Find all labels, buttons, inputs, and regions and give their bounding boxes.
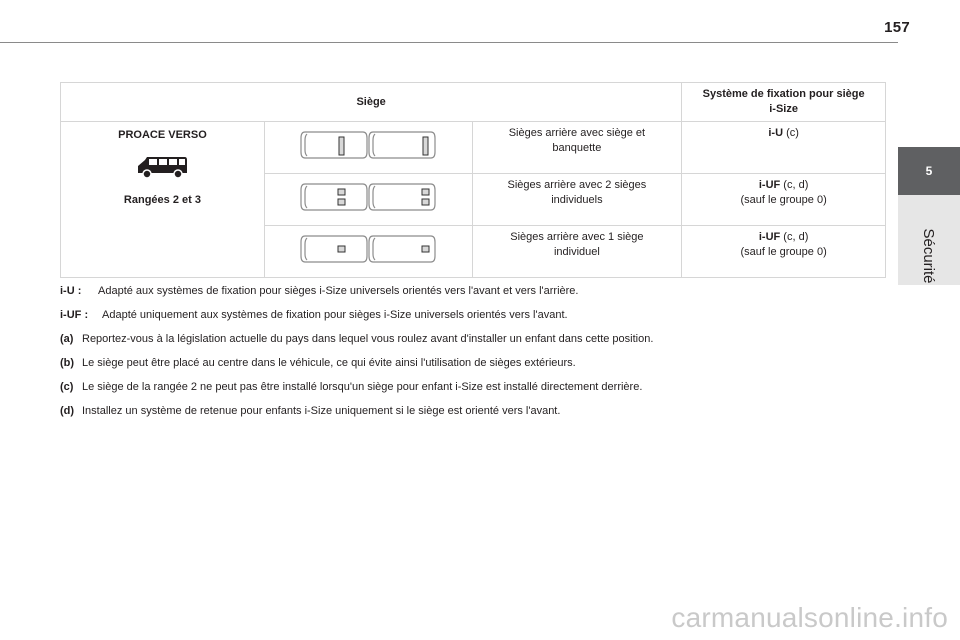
- seat-diagram-cell: [264, 226, 472, 278]
- desc-line2: banquette: [552, 142, 602, 154]
- note-text: Installez un système de retenue pour enfants i-Size uniquement si le siège est orienté vers l'avant.: [82, 405, 561, 417]
- system-cell: [682, 174, 886, 226]
- note-text: Reportez-vous à la législation actuelle du pays dans lequel vous roulez avant d'installer un enfant dans cette position.: [82, 333, 654, 345]
- note-a: [60, 333, 900, 346]
- note-key: (d): [60, 405, 75, 417]
- note-c: [60, 381, 900, 394]
- table-row: [61, 122, 886, 174]
- note-text: Adapté aux systèmes de fixation pour sièges i-Size universels orientés vers l'avant et vers l'arrière.: [98, 285, 579, 297]
- chapter-number: 5: [925, 164, 933, 178]
- isize-seat-table: [60, 82, 886, 278]
- van-icon: [135, 153, 189, 181]
- note-text: Adapté uniquement aux systèmes de fixation pour sièges i-Size universels orientés vers l'avant.: [102, 309, 568, 321]
- header-divider: [0, 42, 898, 43]
- system-cell: [682, 226, 886, 278]
- header-system: [682, 83, 886, 122]
- note-key: (b): [60, 357, 75, 369]
- seat-description: [472, 226, 682, 278]
- seat-diagram-cell: [264, 174, 472, 226]
- system-suffix: (c): [783, 127, 799, 139]
- chapter-title: Sécurité: [920, 228, 937, 284]
- system-cell: [682, 122, 886, 174]
- desc-line2: individuels: [551, 194, 603, 206]
- note-i-uf: [60, 309, 900, 322]
- note-b: [60, 357, 900, 370]
- system-code: i-UF: [758, 179, 781, 191]
- header-system-line2: i-Size: [769, 103, 798, 115]
- note-key: i-U :: [60, 285, 82, 297]
- note-key: (a): [60, 333, 74, 345]
- desc-line1: Sièges arrière avec siège et: [508, 127, 646, 139]
- desc-line2: individuel: [553, 246, 600, 258]
- page-number: 157: [884, 19, 910, 36]
- note-text: Le siège de la rangée 2 ne peut pas être installé lorsqu'un siège pour enfant i-Size est installé directement derrière.: [82, 381, 643, 393]
- vehicle-rows: Rangées 2 et 3: [123, 194, 201, 206]
- chapter-tab[interactable]: [898, 147, 960, 195]
- seat-layout-two-seats-diagram: [299, 180, 437, 214]
- system-note: (sauf le groupe 0): [740, 194, 827, 206]
- seat-diagram-cell: [264, 122, 472, 174]
- system-suffix: (c, d): [780, 179, 809, 191]
- watermark: carmanualsonline.info: [671, 602, 948, 633]
- seat-layout-bench-diagram: [299, 128, 437, 162]
- vehicle-cell: [61, 122, 265, 278]
- system-code: i-UF: [758, 231, 781, 243]
- note-text: Le siège peut être placé au centre dans le véhicule, ce qui évite ainsi l'utilisation de sièges extérieurs.: [82, 357, 576, 369]
- desc-line1: Sièges arrière avec 1 siège: [510, 231, 644, 243]
- seat-description: [472, 122, 682, 174]
- desc-line1: Sièges arrière avec 2 sièges: [507, 179, 647, 191]
- note-key: (c): [60, 381, 74, 393]
- seat-description: [472, 174, 682, 226]
- header-seat: Siège: [61, 83, 682, 122]
- note-i-u: [60, 285, 900, 298]
- note-d: [60, 405, 900, 418]
- header-system-line1: Système de fixation pour siège: [702, 88, 865, 100]
- system-code: i-U: [768, 127, 784, 139]
- notes-list: [60, 285, 900, 429]
- system-note: (sauf le groupe 0): [740, 246, 827, 258]
- vehicle-name: PROACE VERSO: [118, 129, 207, 141]
- seat-layout-one-seat-diagram: [299, 232, 437, 266]
- system-suffix: (c, d): [780, 231, 809, 243]
- note-key: i-UF :: [60, 309, 89, 321]
